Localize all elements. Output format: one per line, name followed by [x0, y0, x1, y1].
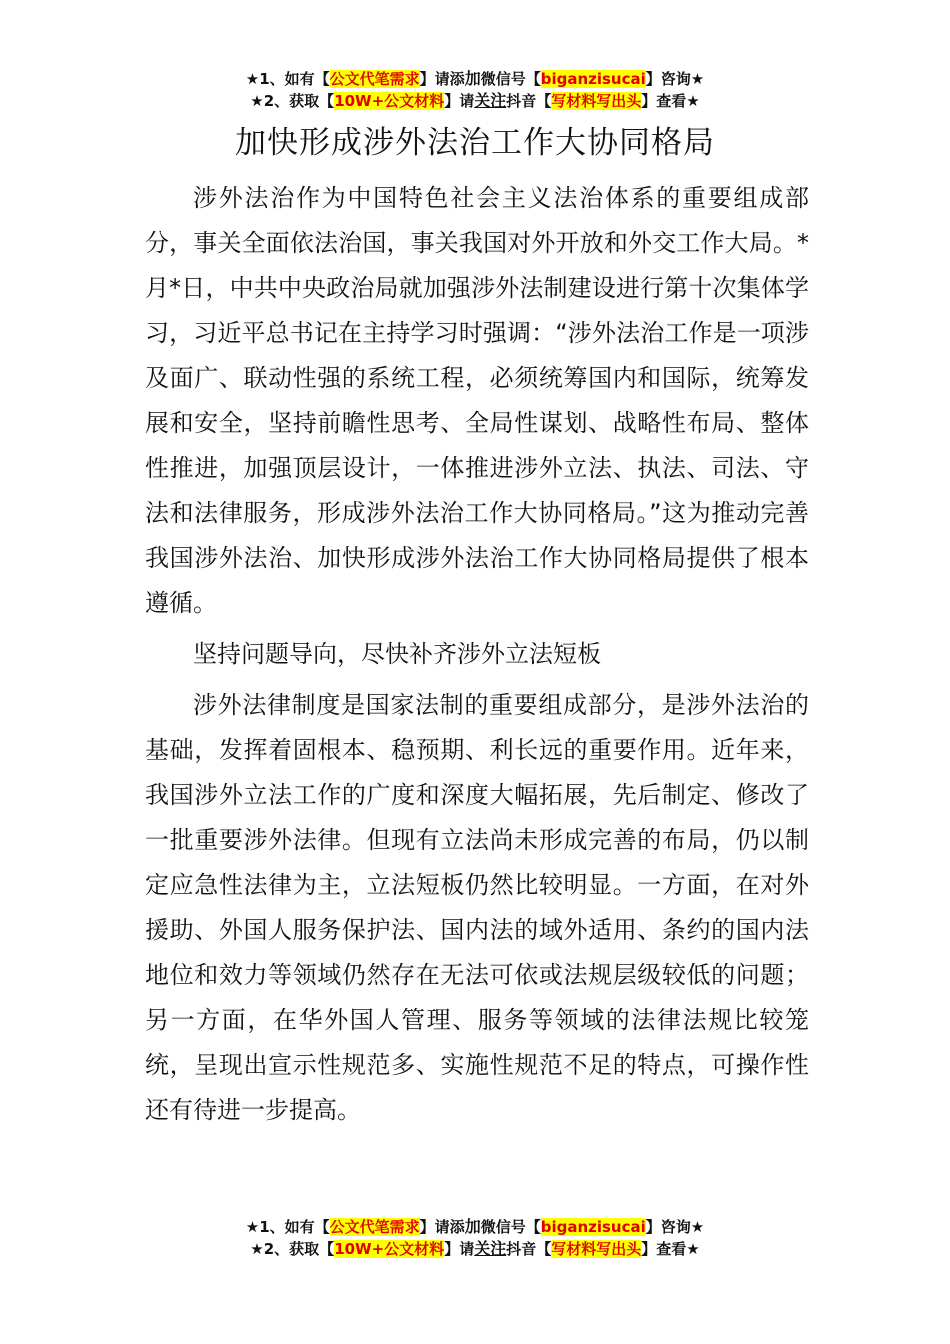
- banner-douyin-id: 写材料写出头: [551, 92, 642, 110]
- banner-highlight: 公文代笔需求: [329, 70, 420, 88]
- section-heading: 坚持问题导向，尽快补齐涉外立法短板: [193, 640, 601, 668]
- banner-highlight: 10W+公文材料: [334, 1240, 445, 1258]
- banner-wechat-id: biganzisucai: [540, 70, 646, 88]
- header-banner: [0, 68, 950, 112]
- banner-highlight: 10W+公文材料: [334, 92, 445, 110]
- banner-line-2: ★2、获取【10W+公文材料】请关注抖音【写材料写出头】查看★: [250, 91, 700, 110]
- document-body: [145, 176, 809, 1133]
- banner-line-2: ★2、获取【10W+公文材料】请关注抖音【写材料写出头】查看★: [250, 1239, 700, 1258]
- document-title: 加快形成涉外法治工作大协同格局: [235, 125, 715, 161]
- banner-line-1: ★1、如有【公文代笔需求】请添加微信号【biganzisucai】咨询★: [245, 1217, 705, 1236]
- body-paragraph: 涉外法治作为中国特色社会主义法治体系的重要组成部分，事关全面依法治国，事关我国对外开放和外交工作大局。*月*日，中共中央政治局就加强涉外法制建设进行第十次集体学习，习近平总书记在主持学习时强调：“涉外法治工作是一项涉及面广、联动性强的系统工程，必须统筹国内和国际，统筹发展和安全，坚持前瞻性思考、全局性谋划、战略性布局、整体性推进，加强顶层设计，一体推进涉外立法、执法、司法、守法和法律服务，形成涉外法治工作大协同格局。”这为推动完善我国涉外法治、加快形成涉外法治工作大协同格局提供了根本遵循。: [145, 184, 809, 617]
- banner-wechat-id: biganzisucai: [540, 1218, 646, 1236]
- banner-line-1: ★1、如有【公文代笔需求】请添加微信号【biganzisucai】咨询★: [245, 69, 705, 88]
- footer-banner: [0, 1216, 950, 1260]
- banner-douyin-id: 写材料写出头: [551, 1240, 642, 1258]
- body-paragraph: 涉外法律制度是国家法制的重要组成部分，是涉外法治的基础，发挥着固根本、稳预期、利长远的重要作用。近年来，我国涉外立法工作的广度和深度大幅拓展，先后制定、修改了一批重要涉外法律。但现有立法尚未形成完善的布局，仍以制定应急性法律为主，立法短板仍然比较明显。一方面，在对外援助、外国人服务保护法、国内法的域外适用、条约的国内法地位和效力等领域仍然存在无法可依或法规层级较低的问题；另一方面，在华外国人管理、服务等领域的法律法规比较笼统，呈现出宣示性规范多、实施性规范不足的特点，可操作性还有待进一步提高。: [145, 691, 809, 1124]
- banner-highlight: 公文代笔需求: [329, 1218, 420, 1236]
